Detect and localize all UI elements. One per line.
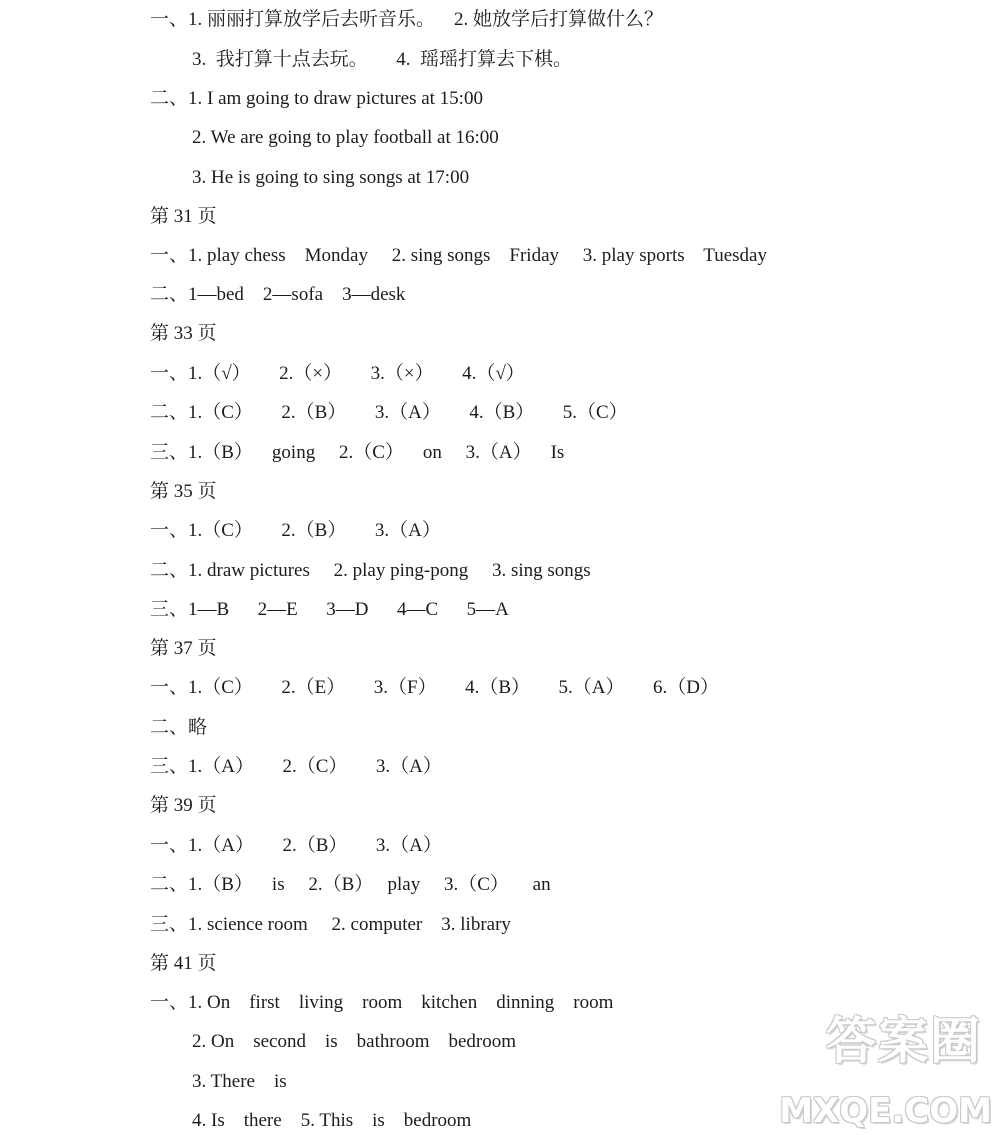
answer-line: 2. We are going to play football at 16:00 bbox=[192, 127, 499, 148]
watermark-site: MXQE.COM bbox=[779, 1091, 992, 1131]
answer-line: 三、1.（B） going 2.（C） on 3.（A） Is bbox=[150, 442, 565, 463]
page-heading: 第 41 页 bbox=[150, 953, 217, 974]
answer-line: 一、1. 丽丽打算放学后去听音乐。 2. 她放学后打算做什么？ bbox=[150, 9, 664, 30]
answer-line: 二、略 bbox=[150, 717, 208, 738]
answer-line: 二、1.（B） is 2.（B） play 3.（C） an bbox=[150, 874, 551, 895]
answer-line: 三、1.（A） 2.（C） 3.（A） bbox=[150, 756, 442, 777]
answer-line: 一、1. play chess Monday 2. sing songs Friday 3. play sports Tuesday bbox=[150, 245, 767, 266]
answer-line: 一、1.（C） 2.（E） 3.（F） 4.（B） 5.（A） 6.（D） bbox=[150, 677, 719, 698]
page-heading: 第 35 页 bbox=[150, 481, 217, 502]
answer-line: 一、1. On first living room kitchen dinning room bbox=[150, 992, 614, 1013]
answer-line: 三、1—B 2—E 3—D 4—C 5—A bbox=[150, 599, 509, 620]
answer-line: 3. He is going to sing songs at 17:00 bbox=[192, 167, 470, 188]
answer-line: 二、1—bed 2—sofa 3—desk bbox=[150, 284, 406, 305]
answer-line: 2. On second is bathroom bedroom bbox=[192, 1031, 517, 1052]
answer-line: 3. 我打算十点去玩。 4. 瑶瑶打算去下棋。 bbox=[192, 49, 573, 70]
page-heading: 第 39 页 bbox=[150, 795, 217, 816]
answer-line: 一、1.（A） 2.（B） 3.（A） bbox=[150, 835, 442, 856]
answer-line: 一、1.（√） 2.（×） 3.（×） 4.（√） bbox=[150, 363, 525, 384]
answer-line: 三、1. science room 2. computer 3. library bbox=[150, 914, 511, 935]
answer-line: 二、1.（C） 2.（B） 3.（A） 4.（B） 5.（C） bbox=[150, 402, 628, 423]
answer-line: 3. There is bbox=[192, 1071, 287, 1092]
watermark bbox=[779, 1001, 992, 1131]
answer-line: 二、1. I am going to draw pictures at 15:00 bbox=[150, 88, 483, 109]
page-heading: 第 37 页 bbox=[150, 638, 217, 659]
page-heading: 第 31 页 bbox=[150, 206, 217, 227]
answer-line: 二、1. draw pictures 2. play ping-pong 3. sing songs bbox=[150, 560, 591, 581]
page-heading: 第 33 页 bbox=[150, 323, 217, 344]
answer-line: 4. Is there 5. This is bedroom bbox=[192, 1110, 472, 1131]
watermark-logo: 答案圈 bbox=[826, 1012, 982, 1070]
answer-line: 一、1.（C） 2.（B） 3.（A） bbox=[150, 520, 441, 541]
